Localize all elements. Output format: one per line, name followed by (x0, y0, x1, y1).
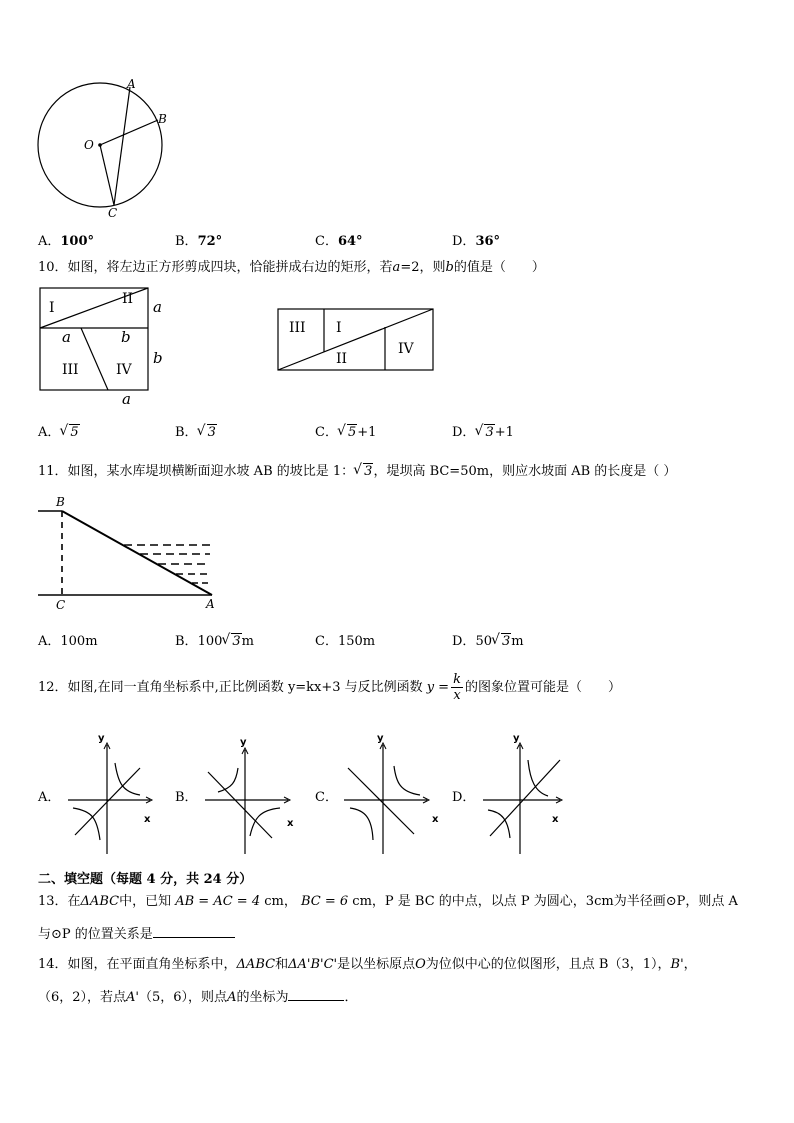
label-a: A (127, 77, 136, 91)
q11-label-a: A (206, 597, 215, 611)
q10-left-label-a-bottom: a (122, 390, 131, 408)
q10-left-label-iii: III (62, 362, 79, 378)
q10-right-label-iv: IV (398, 341, 414, 357)
q10-option-c[interactable]: C．√ 5+1 (315, 421, 376, 440)
q13-line1: 13．在ΔABC中，已知 AB = AC = 4 cm， BC = 6 cm，P 是 BC 的中点，以点 P 为圆心，3cm为半径画⊙P，则点 A (38, 894, 738, 909)
q10-right-label-ii: II (336, 351, 348, 367)
q11-option-c[interactable]: C．150m (315, 634, 376, 649)
q11-option-a[interactable]: A．100m (38, 634, 98, 649)
q12-option-b[interactable]: B． (175, 790, 198, 805)
q10-left-label-iv: IV (116, 362, 132, 378)
q12-graph-b-x-label: x (287, 818, 294, 829)
q12-graph-a-x-label: x (144, 814, 151, 825)
q10-option-a[interactable]: A．√ 5 (38, 421, 80, 440)
q10-left-label-ii: II (122, 291, 134, 307)
q12-option-c[interactable]: C． (315, 790, 338, 805)
q10-left-label-i: I (49, 300, 55, 316)
q10-left-label-b-right: b (153, 349, 163, 367)
q10-option-b[interactable]: B．√ 3 (175, 421, 217, 440)
q9-option-d[interactable]: D．36° (452, 234, 501, 249)
q10-right-label-iii: III (289, 320, 306, 336)
q10-left-label-b-inner: b (121, 328, 131, 346)
q11-option-b[interactable]: B．100√ 3m (175, 630, 254, 649)
q11-label-c: C (56, 598, 66, 612)
q10-right-label-i: I (336, 320, 342, 336)
q12-graph-a-y-label: y (98, 733, 105, 744)
q12-graph-b-y-label: y (240, 737, 247, 748)
q12-graph-c-y-label: y (377, 733, 384, 744)
label-o: O (84, 138, 94, 152)
q10-stem: 10．如图，将左边正方形剪成四块，恰能拼成右边的矩形，若a=2，则b的值是（ ） (38, 260, 545, 275)
q14-line2: （6，2），若点A'（5，6），则点A的坐标为 ． (38, 990, 358, 1005)
q12-option-d[interactable]: D． (452, 790, 476, 805)
q14-answer-blank[interactable] (288, 988, 344, 1001)
label-b: B (158, 112, 167, 126)
q9-option-c[interactable]: C．64° (315, 234, 363, 249)
q10-left-label-a-right: a (153, 298, 162, 316)
q11-stem: 11．如图，某水库堤坝横断面迎水坡 AB 的坡比是 1：√ 3，堤坝高 BC=50m，则应水坡面 AB 的长度是（ ） (38, 463, 676, 481)
q12-option-a[interactable]: A． (38, 790, 61, 805)
q11-label-b: B (56, 495, 65, 509)
q13-line2: 与⊙P 的位置关系是 (38, 925, 235, 944)
q11-option-d[interactable]: D．50√ 3m (452, 630, 524, 649)
q14-line1: 14．如图，在平面直角坐标系中，ΔABC和ΔA'B'C'是以坐标原点O为位似中心的位似图形，且点 B（3，1），B'， (38, 957, 697, 972)
label-c: C (108, 206, 118, 220)
q13-answer-blank[interactable] (153, 925, 235, 938)
q9-option-b[interactable]: B．72° (175, 234, 223, 249)
q12-graph-d-y-label: y (513, 733, 520, 744)
q9-option-a[interactable]: A．100° (38, 234, 95, 249)
q12-graph-c-x-label: x (432, 814, 439, 825)
q10-left-label-a-inner: a (62, 328, 71, 346)
section-title: 二、填空题（每题 4 分，共 24 分） (38, 872, 253, 887)
q12-graph-d-x-label: x (552, 814, 559, 825)
q12-stem: 12．如图,在同一直角坐标系中,正比例函数 y=kx+3 与反比例函数 y = $\frac{k}{x}$ 的图象位置可能是（ ） (38, 672, 621, 703)
q10-option-d[interactable]: D．√ 3+1 (452, 421, 514, 440)
